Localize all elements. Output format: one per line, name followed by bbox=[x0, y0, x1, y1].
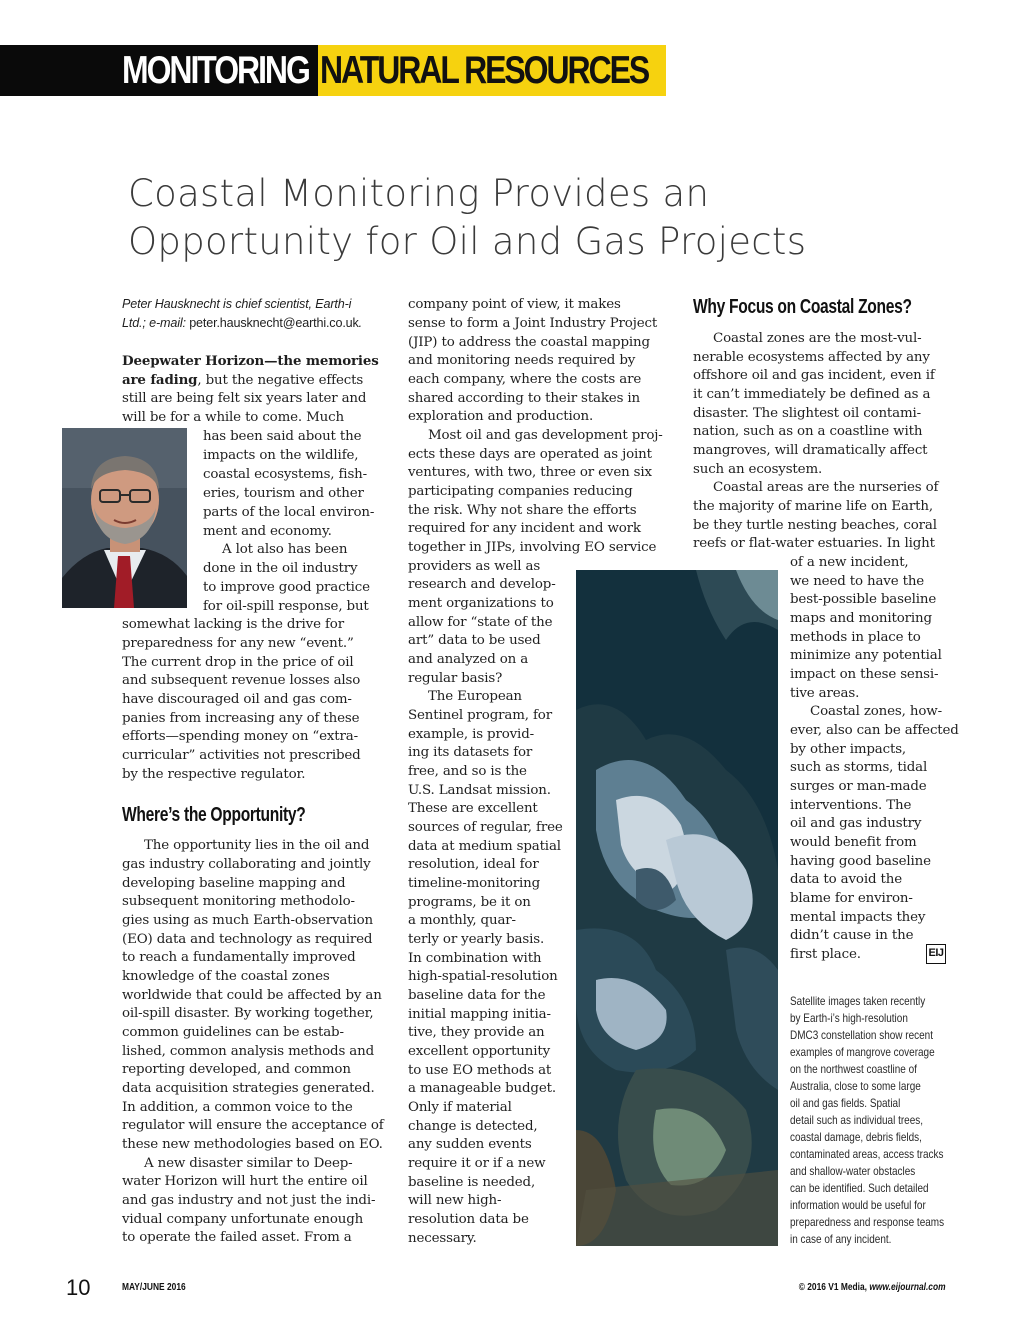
col2-line: research and develop- bbox=[408, 577, 556, 592]
col1-line: A new disaster similar to Deep- bbox=[144, 1156, 353, 1171]
col2-line: necessary. bbox=[408, 1231, 477, 1246]
col2-line: each company, where the costs are bbox=[408, 372, 642, 387]
col2-line: ing its datasets for bbox=[408, 745, 533, 760]
col1-line: have discouraged oil and gas com- bbox=[122, 692, 352, 707]
col1-line: done in the oil industry bbox=[203, 561, 358, 576]
col2-line: high-spatial-resolution bbox=[408, 969, 558, 984]
col1-line: and subsequent revenue losses also bbox=[122, 673, 361, 688]
col2-line: resolution data be bbox=[408, 1212, 529, 1227]
col3-line: Coastal zones, how- bbox=[810, 704, 942, 719]
end-of-article-mark: EIJ bbox=[926, 944, 946, 964]
col1-line: by the respective regulator. bbox=[122, 767, 306, 782]
caption-line: by Earth-i’s high-resolution bbox=[790, 1012, 908, 1025]
contact-suffix: . bbox=[358, 316, 363, 330]
col3-line: first place. bbox=[790, 947, 861, 962]
col1-line: coastal ecosystems, fish- bbox=[203, 467, 368, 482]
col1-line: these new methodologies based on EO. bbox=[122, 1137, 383, 1152]
caption-line: information would be useful for bbox=[790, 1199, 926, 1212]
col1-line: to reach a fundamentally improved bbox=[122, 950, 356, 965]
col1-line: In addition, a common voice to the bbox=[122, 1100, 353, 1115]
col2-line: any sudden events bbox=[408, 1137, 532, 1152]
author-email[interactable]: peter.hausknecht@earthi.co.uk bbox=[189, 316, 359, 330]
caption-line: contaminated areas, access tracks bbox=[790, 1148, 944, 1161]
caption-line: and shallow-water obstacles bbox=[790, 1165, 916, 1178]
author-portrait bbox=[62, 428, 187, 608]
caption-line: preparedness and response teams bbox=[790, 1216, 945, 1229]
col3-line: tive areas. bbox=[790, 686, 860, 701]
col2-line: data at medium spatial bbox=[408, 839, 561, 854]
col2-line: ects these days are operated as joint bbox=[408, 447, 652, 462]
col2-line: ventures, with two, three or even six bbox=[408, 465, 652, 480]
col1-line: panies from increasing any of these bbox=[122, 711, 360, 726]
author-byline: Peter Hausknecht is chief scientist, Earth-i bbox=[122, 297, 352, 311]
col2-line: (JIP) to address the coastal mapping bbox=[408, 335, 650, 350]
col2-line: initial mapping initia- bbox=[408, 1007, 551, 1022]
col1-line: (EO) data and technology as required bbox=[122, 932, 373, 947]
caption-line: coastal damage, debris fields, bbox=[790, 1131, 922, 1144]
col3-line: best-possible baseline bbox=[790, 592, 937, 607]
heading-coastal-zones: Why Focus on Coastal Zones? bbox=[693, 296, 912, 318]
col3-line: having good baseline bbox=[790, 854, 931, 869]
col2-line: and monitoring needs required by bbox=[408, 353, 636, 368]
col2-line: excellent opportunity bbox=[408, 1044, 551, 1059]
col2-line: regular basis? bbox=[408, 671, 503, 686]
caption-line: can be identified. Such detailed bbox=[790, 1182, 929, 1195]
col3-line: minimize any potential bbox=[790, 648, 942, 663]
col1-line: data acquisition strategies generated. bbox=[122, 1081, 375, 1096]
col3-line: by other impacts, bbox=[790, 742, 907, 757]
col2-line: a monthly, quar- bbox=[408, 913, 516, 928]
col3-line: of a new incident, bbox=[790, 555, 909, 570]
page-number: 10 bbox=[66, 1275, 91, 1300]
col2-line: U.S. Landsat mission. bbox=[408, 783, 551, 798]
col2-line: baseline data for the bbox=[408, 988, 546, 1003]
col1-line: impacts on the wildlife, bbox=[203, 448, 359, 463]
col2-line: exploration and production. bbox=[408, 409, 594, 424]
col1-line: A lot also has been bbox=[222, 542, 348, 557]
col1-line: common guidelines can be estab- bbox=[122, 1025, 344, 1040]
caption-line: on the northwest coastline of bbox=[790, 1063, 917, 1076]
col2-line: Only if material bbox=[408, 1100, 512, 1115]
col1-line: developing baseline mapping and bbox=[122, 876, 346, 891]
author-contact bbox=[122, 314, 362, 333]
intro-line-2 bbox=[122, 371, 363, 391]
col2-line: company point of view, it makes bbox=[408, 297, 621, 312]
col3-line: disaster. The slightest oil contami- bbox=[693, 406, 922, 421]
col3-line: such an ecosystem. bbox=[693, 462, 823, 477]
journal-url[interactable]: www.eijournal.com bbox=[869, 1281, 946, 1293]
col1-line: and gas industry and not just the indi- bbox=[122, 1193, 376, 1208]
satellite-image-mangroves bbox=[576, 570, 778, 1246]
col2-line: sources of regular, free bbox=[408, 820, 563, 835]
intro-lead-line-1: Deepwater Horizon—the memories bbox=[122, 353, 379, 369]
col2-line: to use EO methods at bbox=[408, 1063, 552, 1078]
col2-line: free, and so is the bbox=[408, 764, 527, 779]
col3-line: blame for environ- bbox=[790, 891, 913, 906]
col3-line: mental impacts they bbox=[790, 910, 926, 925]
col1-line: worldwide that could be affected by an bbox=[122, 988, 382, 1003]
section-label-monitoring: MONITORING bbox=[122, 49, 309, 92]
caption-line: examples of mangrove coverage bbox=[790, 1046, 935, 1059]
col2-line: ment organizations to bbox=[408, 596, 554, 611]
col1-line: regulator will ensure the acceptance of bbox=[122, 1118, 384, 1133]
col1-line: vidual company unfortunate enough bbox=[122, 1212, 364, 1227]
col2-line: programs, be it on bbox=[408, 895, 531, 910]
col3-line: Coastal zones are the most-vul- bbox=[713, 331, 922, 346]
col2-line: The European bbox=[428, 689, 522, 704]
caption-line: Satellite images taken recently bbox=[790, 995, 926, 1008]
col3-line: Coastal areas are the nurseries of bbox=[713, 480, 939, 495]
col2-line: the risk. Why not share the efforts bbox=[408, 503, 637, 518]
col3-line: would benefit from bbox=[790, 835, 917, 850]
col3-line: didn’t cause in the bbox=[790, 928, 914, 943]
col2-line: Sentinel program, for bbox=[408, 708, 552, 723]
contact-label: Ltd.; e-mail: bbox=[122, 316, 190, 330]
col2-line: Most oil and gas development proj- bbox=[428, 428, 663, 443]
col2-line: shared according to their stakes in bbox=[408, 391, 641, 406]
intro-lead-line-2: are fading bbox=[122, 372, 198, 388]
col2-line: require it or if a new bbox=[408, 1156, 546, 1171]
col2-line: a manageable budget. bbox=[408, 1081, 556, 1096]
col3-line: mangroves, will dramatically affect bbox=[693, 443, 928, 458]
title-line-1: Coastal Monitoring Provides an bbox=[128, 172, 710, 215]
col1-line: water Horizon will hurt the entire oil bbox=[122, 1174, 368, 1189]
col3-line: ever, also can be affected bbox=[790, 723, 959, 738]
article-title bbox=[128, 170, 988, 266]
col2-line: sense to form a Joint Industry Project bbox=[408, 316, 658, 331]
col3-line: oil and gas industry bbox=[790, 816, 922, 831]
intro-line-2-rest: , but the negative effects bbox=[197, 373, 364, 388]
col3-line: offshore oil and gas incident, even if bbox=[693, 368, 935, 383]
col3-line: be they turtle nesting beaches, coral bbox=[693, 518, 937, 533]
col2-line: baseline is needed, bbox=[408, 1175, 536, 1190]
col2-line: resolution, ideal for bbox=[408, 857, 539, 872]
col2-line: required for any incident and work bbox=[408, 521, 641, 536]
col1-line: to improve good practice bbox=[203, 580, 370, 595]
portrait-illustration bbox=[62, 428, 187, 608]
satellite-illustration bbox=[576, 570, 778, 1246]
col2-line: art” data to be used bbox=[408, 633, 541, 648]
issue-date: MAY/JUNE 2016 bbox=[122, 1281, 186, 1293]
col2-line: together in JIPs, involving EO service bbox=[408, 540, 657, 555]
caption-line: Australia, close to some large bbox=[790, 1080, 921, 1093]
col3-line: nerable ecosystems affected by any bbox=[693, 350, 930, 365]
col1-line: The opportunity lies in the oil and bbox=[144, 838, 370, 853]
col2-line: terly or yearly basis. bbox=[408, 932, 545, 947]
col3-line: reefs or flat-water estuaries. In light bbox=[693, 536, 935, 551]
col3-line: interventions. The bbox=[790, 798, 912, 813]
col1-line: reporting developed, and common bbox=[122, 1062, 351, 1077]
copyright-notice bbox=[799, 1281, 946, 1293]
col1-line: gies using as much Earth-observation bbox=[122, 913, 373, 928]
caption-line: detail such as individual trees, bbox=[790, 1114, 924, 1127]
col2-line: will new high- bbox=[408, 1193, 502, 1208]
heading-opportunity: Where’s the Opportunity? bbox=[122, 804, 306, 826]
col2-line: change is detected, bbox=[408, 1119, 538, 1134]
caption-line: oil and gas fields. Spatial bbox=[790, 1097, 901, 1110]
col1-line: curricular” activities not prescribed bbox=[122, 748, 361, 763]
col1-line: lished, common analysis methods and bbox=[122, 1044, 375, 1059]
caption-line: DMC3 constellation show recent bbox=[790, 1029, 933, 1042]
col2-line: These are excellent bbox=[408, 801, 538, 816]
col2-line: tive, they provide an bbox=[408, 1025, 545, 1040]
col1-line: The current drop in the price of oil bbox=[122, 655, 354, 670]
col2-line: timeline-monitoring bbox=[408, 876, 541, 891]
section-label-natural-resources: NATURAL RESOURCES bbox=[320, 49, 649, 92]
col1-line: for oil-spill response, but bbox=[203, 599, 369, 614]
col1-line: knowledge of the coastal zones bbox=[122, 969, 330, 984]
col1-line: still are being felt six years later and bbox=[122, 391, 367, 406]
col2-line: providers as well as bbox=[408, 559, 541, 574]
col3-line: nation, such as on a coastline with bbox=[693, 424, 923, 439]
col1-line: preparedness for any new “event.” bbox=[122, 636, 354, 651]
col1-line: efforts—spending money on “extra- bbox=[122, 729, 358, 744]
col1-line: somewhat lacking is the drive for bbox=[122, 617, 344, 632]
col1-line: parts of the local environ- bbox=[203, 505, 375, 520]
col1-line: subsequent monitoring methodolo- bbox=[122, 894, 355, 909]
col3-line: data to avoid the bbox=[790, 872, 902, 887]
caption-line: in case of any incident. bbox=[790, 1233, 892, 1246]
col1-line: eries, tourism and other bbox=[203, 486, 364, 501]
col3-line: maps and monitoring bbox=[790, 611, 932, 626]
col3-line: surges or man-made bbox=[790, 779, 927, 794]
col3-line: we need to have the bbox=[790, 574, 925, 589]
col2-line: allow for “state of the bbox=[408, 615, 553, 630]
col1-line: oil-spill disaster. By working together, bbox=[122, 1006, 374, 1021]
col1-line: gas industry collaborating and jointly bbox=[122, 857, 371, 872]
col3-line: it can’t immediately be defined as a bbox=[693, 387, 931, 402]
col1-line: will be for a while to come. Much bbox=[122, 410, 344, 425]
col2-line: In combination with bbox=[408, 951, 542, 966]
copyright-text: © 2016 V1 Media, bbox=[799, 1281, 870, 1293]
col3-line: impact on these sensi- bbox=[790, 667, 939, 682]
col1-line: has been said about the bbox=[203, 429, 362, 444]
title-line-2: Opportunity for Oil and Gas Projects bbox=[128, 220, 807, 263]
col3-line: the majority of marine life on Earth, bbox=[693, 499, 933, 514]
col1-line: to operate the failed asset. From a bbox=[122, 1230, 352, 1245]
col2-line: participating companies reducing bbox=[408, 484, 633, 499]
col2-line: and analyzed on a bbox=[408, 652, 529, 667]
col3-line: methods in place to bbox=[790, 630, 921, 645]
col2-line: example, is provid- bbox=[408, 727, 534, 742]
col3-line: such as storms, tidal bbox=[790, 760, 928, 775]
col1-line: ment and economy. bbox=[203, 524, 332, 539]
